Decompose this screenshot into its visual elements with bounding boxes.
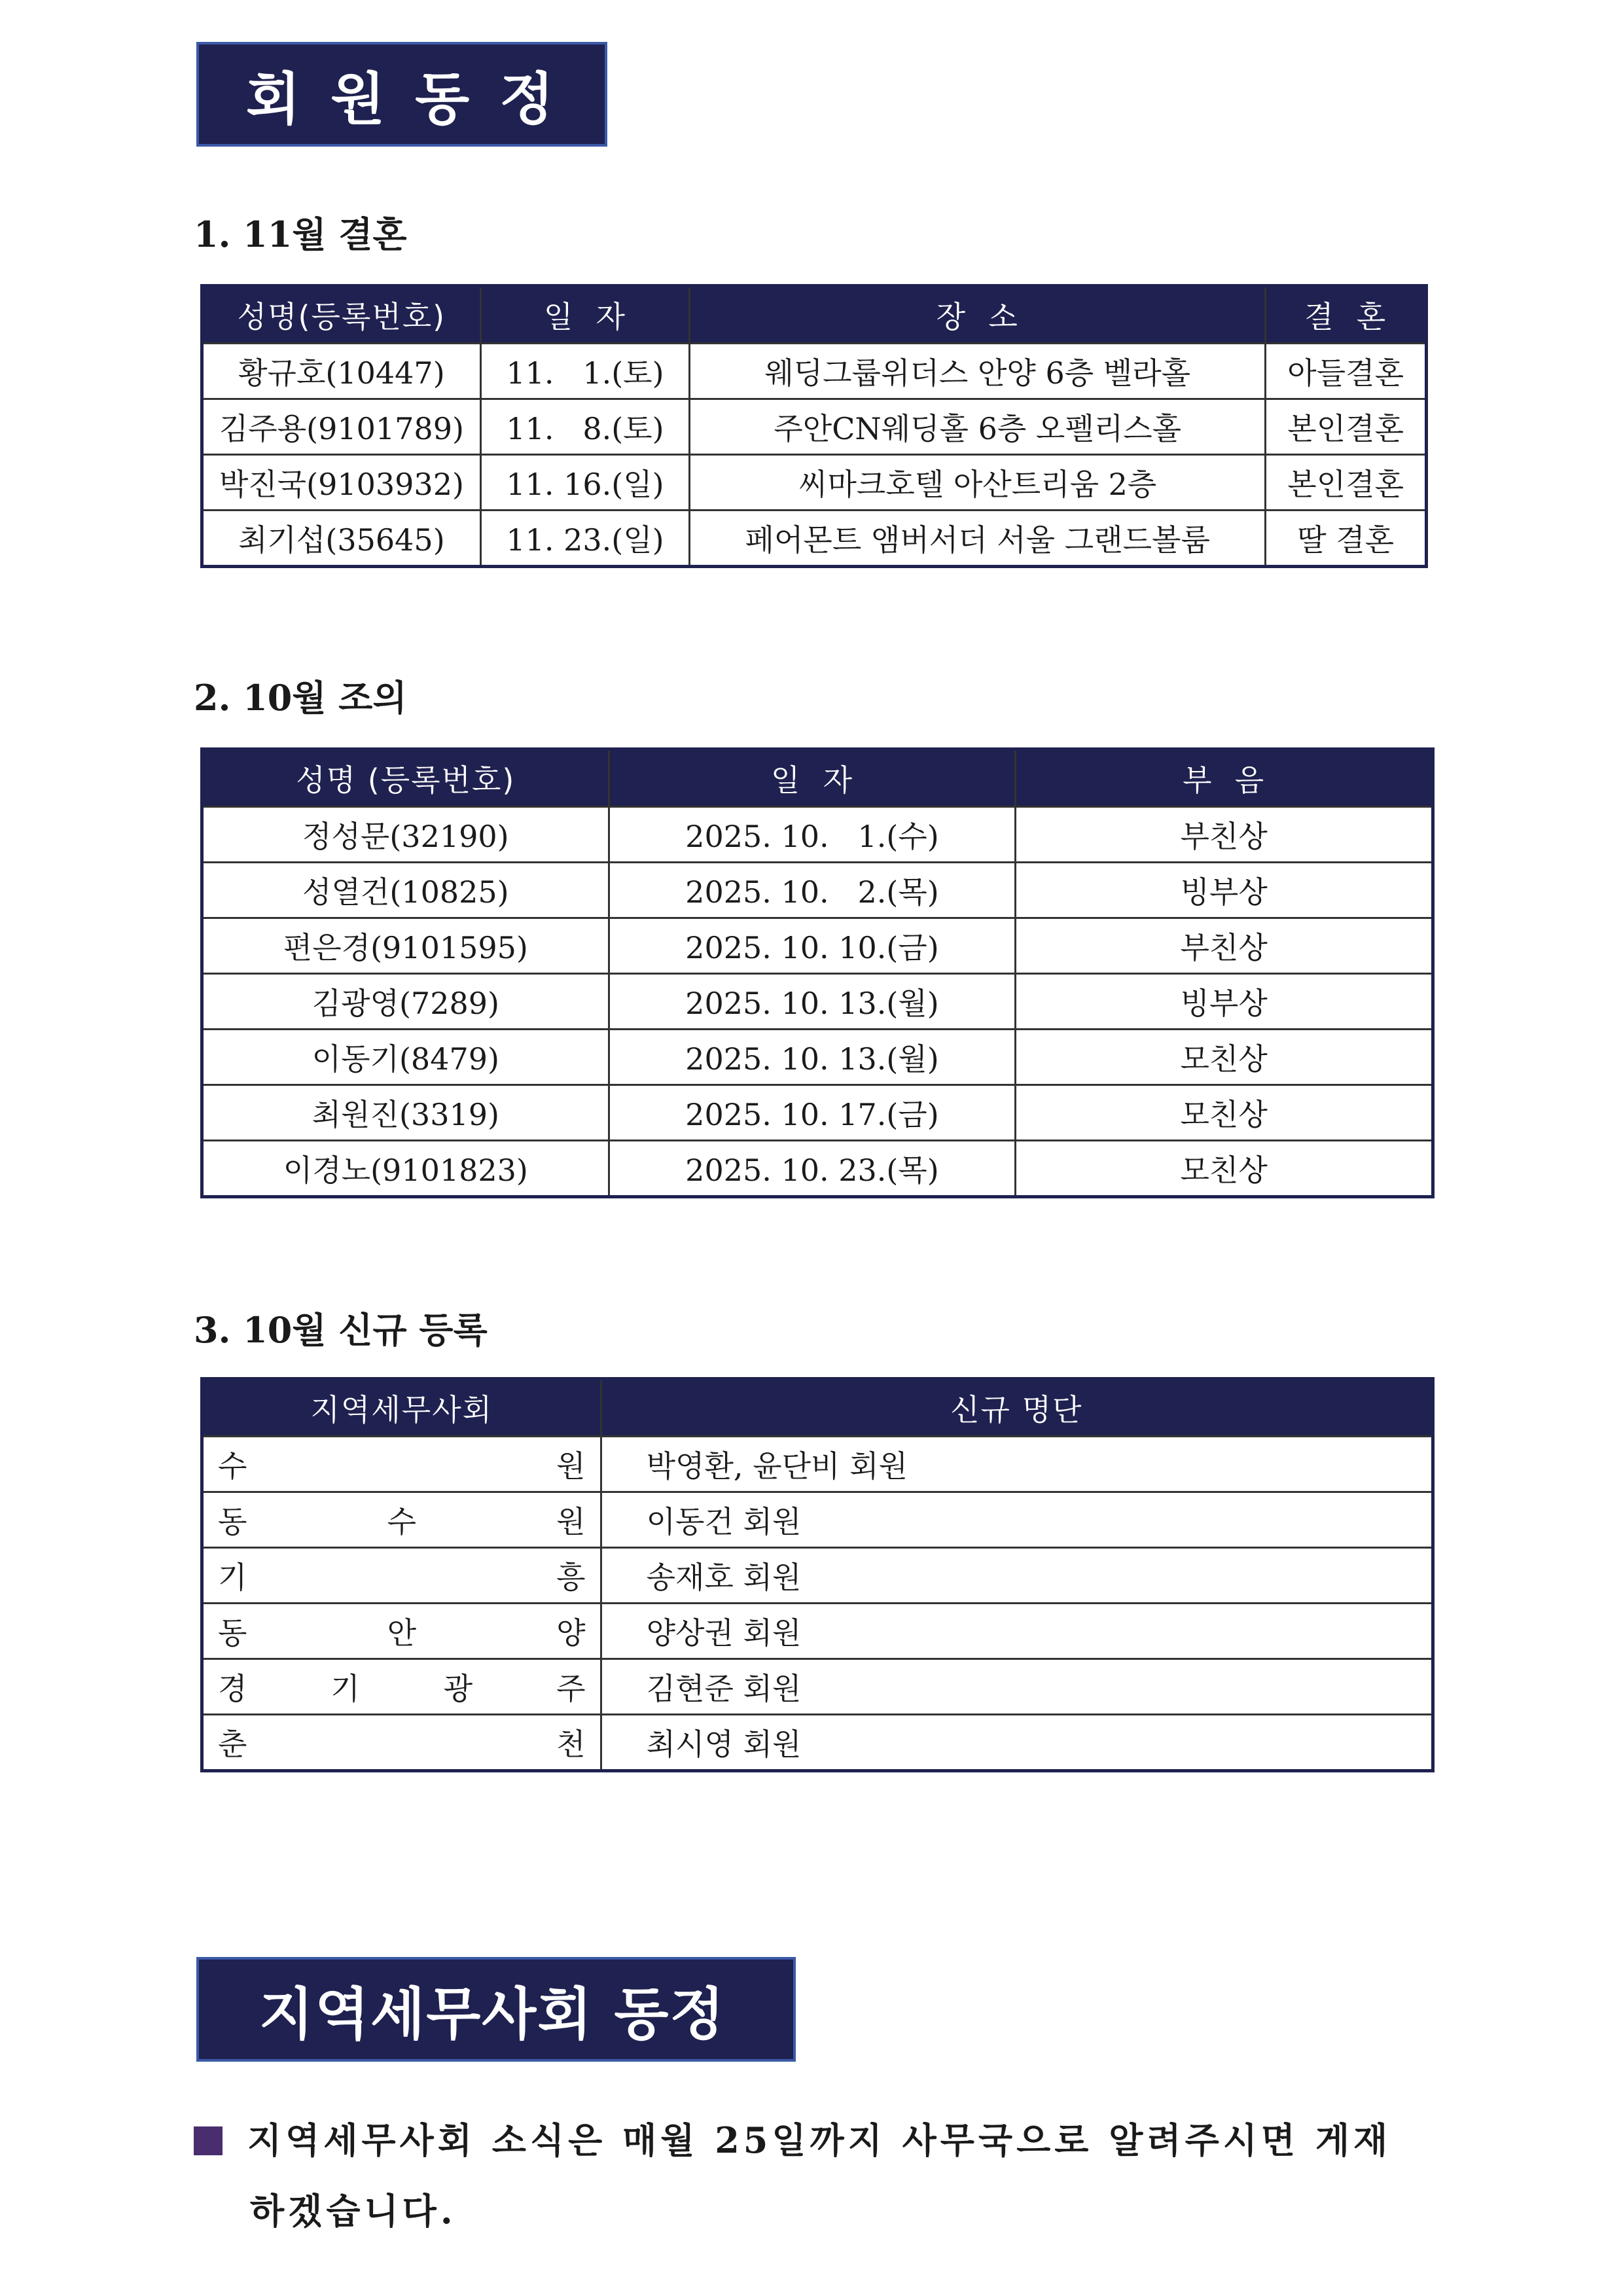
cell-date: 2025. 10. 17.(금) <box>609 1085 1016 1141</box>
region-char: 동 <box>218 1504 247 1539</box>
region-char: 기 <box>330 1671 360 1706</box>
region-char: 수 <box>218 1448 247 1484</box>
cell-region <box>202 1604 601 1659</box>
cell-members: 박영환, 윤단비 회원 <box>601 1437 1433 1492</box>
cell-bereavement: 모친상 <box>1016 1141 1433 1197</box>
cell-bereavement: 부친상 <box>1016 807 1433 863</box>
table-row <box>202 1141 1433 1197</box>
region-char: 안 <box>387 1615 417 1651</box>
table-row <box>202 1659 1433 1715</box>
table-header-row <box>202 1379 1433 1437</box>
cell-venue: 페어몬트 앰버서더 서울 그랜드볼룸 <box>690 511 1266 567</box>
cell-date: 2025. 10. 10.(금) <box>609 918 1016 974</box>
cell-bereavement: 빙부상 <box>1016 974 1433 1030</box>
region-char: 원 <box>556 1448 586 1484</box>
section-title-condolences: 2. 10월 조의 <box>194 677 407 719</box>
cell-members: 송재호 회원 <box>601 1548 1433 1604</box>
table-row <box>202 1715 1433 1771</box>
new-registration-table <box>200 1377 1435 1772</box>
column-header-date: 일 자 <box>480 286 689 344</box>
region-char: 수 <box>387 1504 417 1539</box>
column-header-wedding: 결 혼 <box>1266 286 1427 344</box>
notice-line-1 <box>194 2105 1437 2176</box>
cell-date: 11. 16.(일) <box>480 455 689 511</box>
region-char: 기 <box>218 1560 247 1595</box>
region-char: 주 <box>556 1671 586 1706</box>
section-title-new-registrations: 3. 10월 신규 등록 <box>194 1309 488 1351</box>
table-row <box>202 1085 1433 1141</box>
column-header-name: 성명(등록번호) <box>202 286 481 344</box>
wedding-table <box>200 284 1428 568</box>
notice-paragraph <box>194 2105 1437 2246</box>
cell-bereavement: 부친상 <box>1016 918 1433 974</box>
cell-venue: 웨딩그룹위더스 안양 6층 벨라홀 <box>690 344 1266 399</box>
cell-date: 11. 23.(일) <box>480 511 689 567</box>
table-row <box>202 511 1427 567</box>
cell-name: 편은경(9101595) <box>202 918 609 974</box>
table-row <box>202 863 1433 918</box>
column-header-name: 성명 (등록번호) <box>202 749 609 807</box>
cell-venue: 씨마크호텔 아산트리움 2층 <box>690 455 1266 511</box>
cell-wedding-type: 아들결혼 <box>1266 344 1427 399</box>
cell-name: 김주용(9101789) <box>202 399 481 455</box>
table-row <box>202 1548 1433 1604</box>
cell-name: 정성문(32190) <box>202 807 609 863</box>
cell-date: 2025. 10. 2.(목) <box>609 863 1016 918</box>
table-row <box>202 455 1427 511</box>
table-header-row <box>202 286 1427 344</box>
cell-name: 이동기(8479) <box>202 1030 609 1085</box>
column-header-bereavement: 부 음 <box>1016 749 1433 807</box>
cell-wedding-type: 본인결혼 <box>1266 455 1427 511</box>
region-char: 경 <box>218 1671 247 1706</box>
cell-region <box>202 1659 601 1715</box>
table-row <box>202 1030 1433 1085</box>
cell-name: 성열건(10825) <box>202 863 609 918</box>
cell-members: 양상권 회원 <box>601 1604 1433 1659</box>
table-row <box>202 918 1433 974</box>
cell-region <box>202 1492 601 1548</box>
cell-bereavement: 모친상 <box>1016 1085 1433 1141</box>
cell-date: 2025. 10. 13.(월) <box>609 1030 1016 1085</box>
region-char: 천 <box>556 1727 586 1762</box>
table-row <box>202 1437 1433 1492</box>
cell-members: 김현준 회원 <box>601 1659 1433 1715</box>
cell-date: 2025. 10. 1.(수) <box>609 807 1016 863</box>
cell-members: 이동건 회원 <box>601 1492 1433 1548</box>
table-row <box>202 807 1433 863</box>
cell-region <box>202 1715 601 1771</box>
table-row <box>202 974 1433 1030</box>
column-header-venue: 장 소 <box>690 286 1266 344</box>
table-row <box>202 399 1427 455</box>
region-char: 양 <box>556 1615 586 1651</box>
region-char: 흥 <box>556 1560 586 1595</box>
cell-wedding-type: 딸 결혼 <box>1266 511 1427 567</box>
cell-name: 박진국(9103932) <box>202 455 481 511</box>
cell-venue: 주안CN웨딩홀 6층 오펠리스홀 <box>690 399 1266 455</box>
square-bullet-icon <box>194 2126 223 2155</box>
cell-region <box>202 1437 601 1492</box>
cell-members: 최시영 회원 <box>601 1715 1433 1771</box>
table-row <box>202 1604 1433 1659</box>
section-header-member-news: 회원동정 <box>196 42 607 147</box>
cell-name: 이경노(9101823) <box>202 1141 609 1197</box>
cell-name: 김광영(7289) <box>202 974 609 1030</box>
region-char: 광 <box>443 1671 473 1706</box>
cell-bereavement: 모친상 <box>1016 1030 1433 1085</box>
section-header-regional-news: 지역세무사회 동정 <box>196 1957 796 2062</box>
column-header-members: 신규 명단 <box>601 1379 1433 1437</box>
cell-date: 11. 1.(토) <box>480 344 689 399</box>
table-row <box>202 344 1427 399</box>
cell-bereavement: 빙부상 <box>1016 863 1433 918</box>
cell-wedding-type: 본인결혼 <box>1266 399 1427 455</box>
condolence-table <box>200 747 1435 1198</box>
cell-name: 황규호(10447) <box>202 344 481 399</box>
region-char: 춘 <box>218 1727 247 1762</box>
cell-region <box>202 1548 601 1604</box>
section-title-weddings: 1. 11월 결혼 <box>194 213 407 255</box>
cell-date: 2025. 10. 13.(월) <box>609 974 1016 1030</box>
column-header-region: 지역세무사회 <box>202 1379 601 1437</box>
region-char: 동 <box>218 1615 247 1651</box>
cell-date: 2025. 10. 23.(목) <box>609 1141 1016 1197</box>
region-char: 원 <box>556 1504 586 1539</box>
column-header-date: 일 자 <box>609 749 1016 807</box>
cell-name: 최원진(3319) <box>202 1085 609 1141</box>
notice-text-2: 하겠습니다. <box>250 2190 457 2232</box>
table-header-row <box>202 749 1433 807</box>
cell-date: 11. 8.(토) <box>480 399 689 455</box>
table-row <box>202 1492 1433 1548</box>
cell-name: 최기섭(35645) <box>202 511 481 567</box>
notice-text-1: 지역세무사회 소식은 매월 25일까지 사무국으로 알려주시면 게재 <box>247 2119 1392 2161</box>
